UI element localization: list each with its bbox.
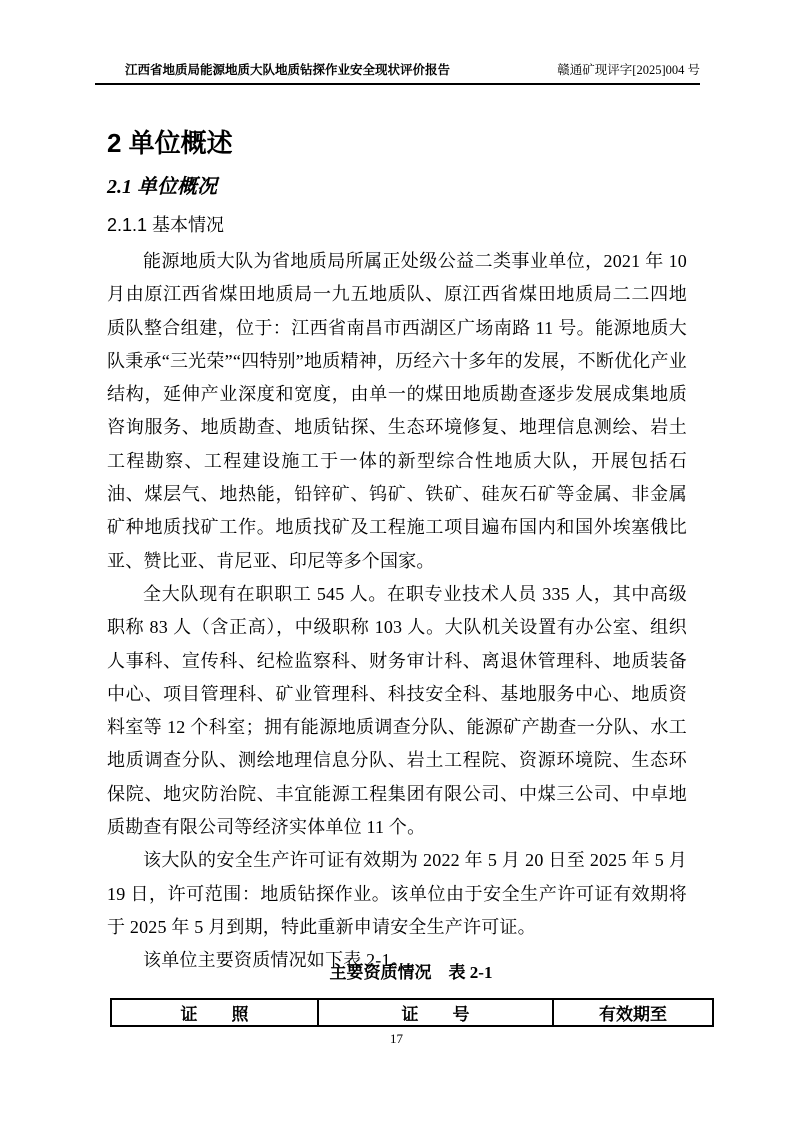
table-header-valid-until: 有效期至: [553, 999, 713, 1026]
qualifications-table-block: [110, 962, 712, 1027]
header-doc-number: 赣通矿现评字[2025]004 号: [557, 63, 700, 77]
table-header-row: [111, 999, 713, 1026]
table-header-certificate: 证 照: [111, 999, 318, 1026]
page-number: 17: [390, 1031, 403, 1046]
table-caption: 主要资质情况 表 2-1: [329, 963, 493, 982]
body-paragraph-2: 全大队现有在职职工 545 人。在职专业技术人员 335 人，其中高级职称 83 人（含正高），中级职称 103 人。大队机关设置有办公室、组织人事科、宣传科、纪检监察科、财务审计科、离退休管理科、地质装备中心、项目管理科、矿业管理科、科技安全科、基地服务中心、地质资料室等 12 个科室；拥有能源地质调查分队、能源矿产勘查一分队、水工地质调查分队、测绘地理信息分队、岩土工程院、资源环境院、生态环保院、地灾防治院、丰宜能源工程集团有限公司、中煤三公司、中卓地质勘查有限公司等经济实体单位 11 个。: [107, 583, 687, 838]
section-heading: 2.1 单位概况: [107, 176, 217, 198]
body-paragraph-3: 该大队的安全生产许可证有效期为 2022 年 5 月 20 日至 2025 年 5 月 19 日，许可范围：地质钻探作业。该单位由于安全生产许可证有效期将于 2025 年 5 月到期，特此重新申请安全生产许可证。: [107, 850, 687, 937]
document-body: [107, 118, 687, 978]
page-header: [95, 62, 700, 85]
header-report-title: 江西省地质局能源地质大队地质钻探作业安全现状评价报告: [125, 63, 451, 77]
body-paragraph-4: 该单位主要资质情况如下表 2-1。: [143, 950, 409, 971]
table-header-certificate-number: 证 号: [318, 999, 553, 1026]
qualifications-table: [110, 998, 714, 1027]
body-paragraph-1: 能源地质大队为省地质局所属正处级公益二类事业单位，2021 年 10 月由原江西省煤田地质局一九五地质队、原江西省煤田地质局二二四地质队整合组建，位于：江西省南昌市西湖区广场南路 11 号。能源地质大队秉承“三光荣”“四特别”地质精神，历经六十多年的发展，不断优化产业结构，延伸产业深度和宽度，由单一的煤田地质勘查逐步发展成集地质咨询服务、地质勘查、地质钻探、生态环境修复、地理信息测绘、岩土工程勘察、工程建设施工于一体的新型综合性地质大队，开展包括石油、煤层气、地热能，铅锌矿、钨矿、铁矿、硅灰石矿等金属、非金属矿种地质找矿工作。地质找矿及工程施工项目遍布国内和国外埃塞俄比亚、赞比亚、肯尼亚、印尼等多个国家。: [107, 251, 687, 571]
subsection-heading: 2.1.1 基本情况: [107, 215, 225, 235]
chapter-heading: 2 单位概述: [107, 128, 233, 158]
